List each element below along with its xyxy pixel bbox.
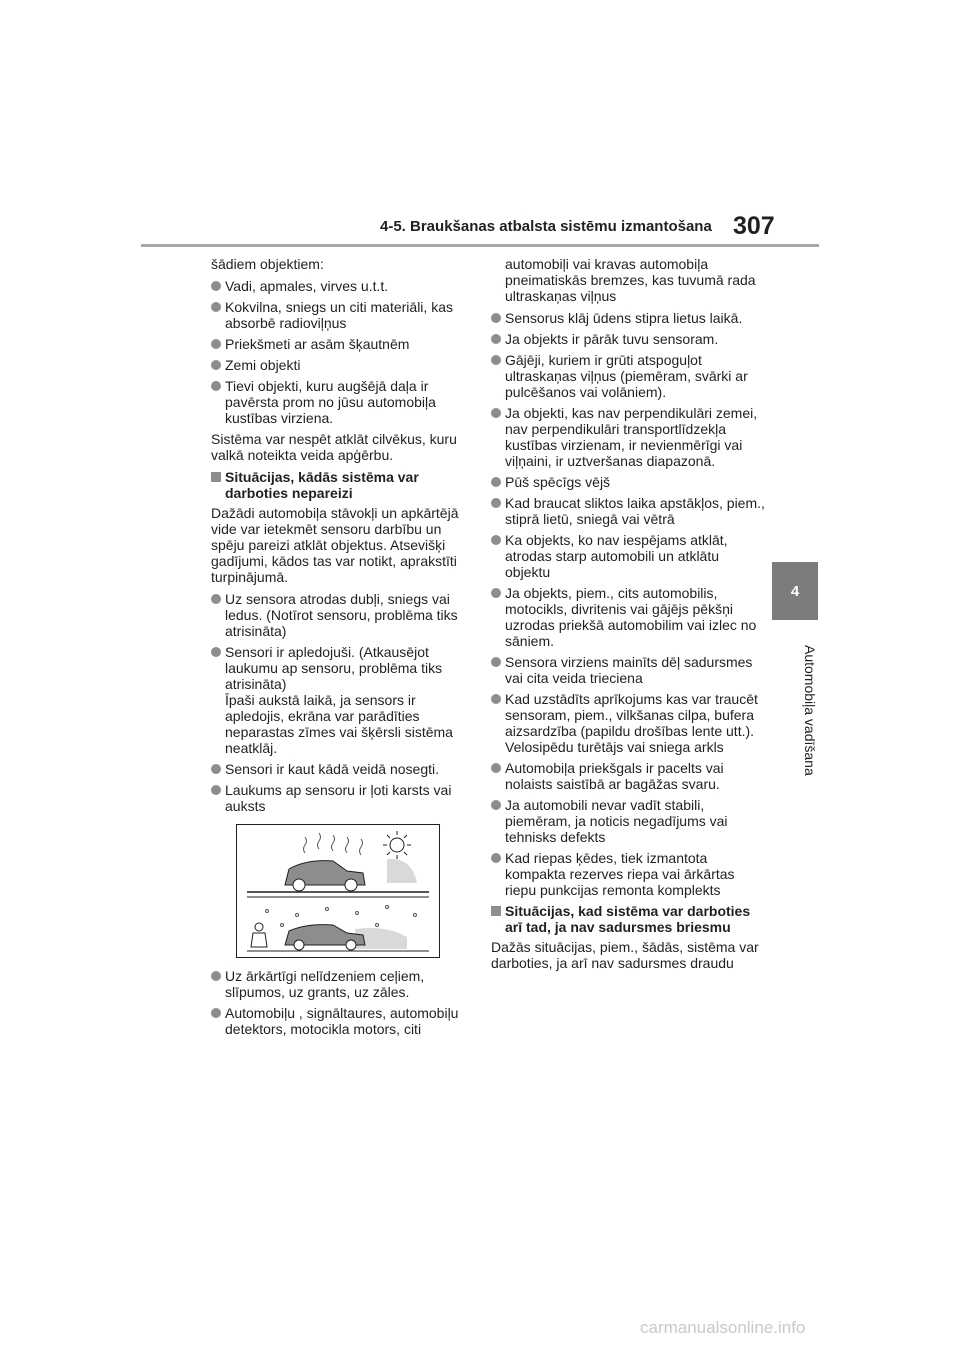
right-column [491, 256, 766, 977]
car-icon [285, 861, 365, 891]
heat-glow [387, 859, 417, 883]
list-item: Uz ārkārtīgi nelīdzeniem ceļiem, slīpumos, uz grants, uz zāles. [211, 968, 471, 1000]
list-item: Vadi, apmales, virves u.t.t. [211, 278, 471, 294]
list-item: Priekšmeti ar asām šķautnēm [211, 336, 471, 352]
chapter-tab: 4 [772, 562, 818, 620]
weather-illustration-svg [237, 825, 439, 957]
sun-icon [383, 831, 411, 859]
list-item: Kad riepas ķēdes, tiek izmantota kompakta rezerves riepa vai ārkārtas riepu punkcijas remonta komplekts [491, 850, 766, 898]
section-text: Dažādi automobiļa stāvokļi un apkārtējā vide var ietekmēt sensoru darbību un spēju pareizi atklāt objektus. Atsevišķi gadījumi, kādos tas var notikt, aprakstīti turpinājumā. [211, 505, 459, 585]
list-item: Ja objekti, kas nav perpendikulāri zemei, nav perpendikulāri transportlīdzekļa kustības virzienam, ir nevienmērīgi vai viļņaini, ir uztveršanas diapazonā. [491, 405, 766, 469]
header-rule [141, 244, 819, 247]
intro-text: šādiem objektiem: [211, 256, 324, 272]
list-item: Sensora virziens mainīts dēļ sadursmes vai cita veida trieciena [491, 654, 766, 686]
section-text: Dažās situācijas, piem., šādās, sistēma var darboties, ja arī nav sadursmes draudu [491, 939, 759, 971]
list-item: Ja objekts ir pārāk tuvu sensoram. [491, 331, 766, 347]
list-item: Laukums ap sensoru ir ļoti karsts vai auksts [211, 782, 471, 814]
weather-illustration [236, 824, 440, 958]
watermark: carmanualsonline.info [640, 1318, 806, 1337]
list-item: Sensorus klāj ūdens stipra lietus laikā. [491, 310, 766, 326]
list-item: Zemi objekti [211, 357, 471, 373]
snowflakes-icon [266, 906, 417, 927]
list-item: Ka objekts, ko nav iespējams atklāt, atrodas starp automobili un atklātu objektu [491, 532, 766, 580]
list-item: Kokvilna, sniegs un citi materiāli, kas absorbē radioviļņus [211, 299, 471, 331]
continuation-text: automobiļi vai kravas automobiļa pneimatiskās bremzes, kas tuvumā rada ultraskaņas viļņus [505, 256, 756, 304]
page-number: 307 [733, 212, 775, 240]
car-icon [285, 925, 365, 950]
list-item: Pūš spēcīgs vējš [491, 474, 766, 490]
list-item: Tievi objekti, kuru augšējā daļa ir pavērsta prom no jūsu automobiļa kustības virziena. [211, 378, 471, 426]
pedestrian-icon [251, 923, 267, 947]
list-item: Kad uzstādīts aprīkojums kas var traucēt sensoram, piem., vilkšanas cilpa, bufera aizsardzība (papildu drošības lente utt.). Velosipēdu turētājs vai sniega arkls [491, 691, 766, 755]
section-heading: Situācijas, kādās sistēma var darboties nepareizi [211, 469, 471, 501]
list-item: Uz sensora atrodas dubļi, sniegs vai ledus. (Notīrot sensoru, problēma tiks atrisināta) [211, 591, 471, 639]
list-item: Gājēji, kuriem ir grūti atspoguļot ultraskaņas viļņus (piemēram, svārki ar pulcēšanos vai volāniem). [491, 352, 766, 400]
chapter-title-text: Automobiļa vadīšana [802, 644, 818, 776]
left-column [211, 256, 471, 1042]
list-item: Automobiļu , signāltaures, automobiļu detektors, motocikla motors, citi [211, 1005, 471, 1037]
list-item: Sensori ir apledojuši. (Atkausējot laukumu ap sensoru, problēma tiks atrisināta) Īpaši aukstā laikā, ja sensors ir apledojis, ekrāna var parādīties neparastas zīmes vai šķērsli sistēma neatklāj. [211, 644, 471, 756]
section-title: 4-5. Braukšanas atbalsta sistēmu izmantošana [380, 218, 712, 235]
section-heading: Situācijas, kad sistēma var darboties arī tad, ja nav sadursmes briesmu [491, 903, 766, 935]
list-item: Sensori ir kaut kādā veidā nosegti. [211, 761, 471, 777]
list-item: Ja automobili nevar vadīt stabili, piemēram, ja noticis negadījums vai tehnisks defekts [491, 797, 766, 845]
list-item: Ja objekts, piem., cits automobilis, motocikls, divritenis vai gājējs pēkšņi uzrodas priekšā automobilim vai izlec no sāniem. [491, 585, 766, 649]
chapter-title [772, 630, 818, 790]
note-text: Sistēma var nespēt atklāt cilvēkus, kuru valkā noteikta veida apģērbu. [211, 431, 457, 463]
list-item: Kad braucat sliktos laika apstākļos, piem., stiprā lietū, sniegā vai vētrā [491, 495, 766, 527]
heat-waves-icon [304, 833, 363, 855]
list-item: Automobiļa priekšgals ir pacelts vai nolaists saistībā ar bagāžas svaru. [491, 760, 766, 792]
